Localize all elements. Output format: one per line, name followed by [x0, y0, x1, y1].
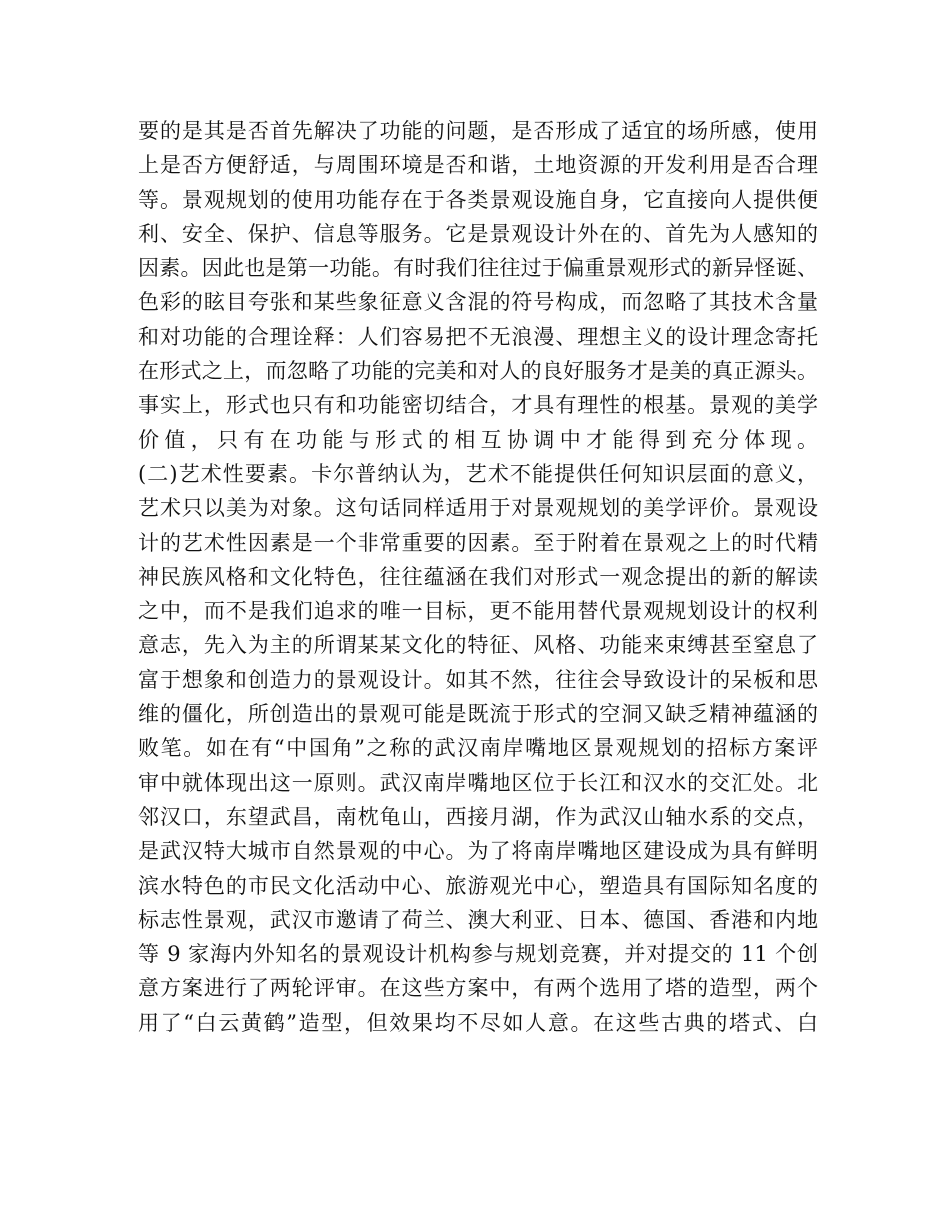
text-line-21: 邻汉口，东望武昌，南枕龟山，西接月湖，作为武汉山轴水系的交点， [138, 804, 818, 829]
text-line-26: 意方案进行了两轮评审。在这些方案中，有两个选用了塔的造型，两个 [138, 976, 818, 1001]
text-line-27: 用了“白云黄鹤”造型，但效果均不尽如人意。在这些古典的塔式、白 [138, 1010, 818, 1035]
text-line-7: 和对功能的合理诠释：人们容易把不无浪漫、理想主义的设计理念寄托 [138, 324, 818, 349]
text-line-11: (二)艺术性要素。卡尔普纳认为，艺术不能提供任何知识层面的意义， [138, 461, 818, 486]
text-line-15: 之中，而不是我们追求的唯一目标，更不能用替代景观规划设计的权利 [138, 599, 818, 624]
text-line-5: 因素。因此也是第一功能。有时我们往往过于偏重景观形式的新异怪诞、 [138, 256, 818, 281]
text-line-17: 富于想象和创造力的景观设计。如其不然，往往会导致设计的呆板和思 [138, 667, 818, 692]
text-line-23: 滨水特色的市民文化活动中心、旅游观光中心，塑造具有国际知名度的 [138, 873, 818, 898]
text-line-14: 神民族风格和文化特色，往往蕴涵在我们对形式一观念提出的新的解读 [138, 564, 818, 589]
text-line-25: 等 9 家海内外知名的景观设计机构参与规划竞赛，并对提交的 11 个创 [138, 942, 818, 967]
text-line-8: 在形式之上，而忽略了功能的完美和对人的良好服务才是美的真正源头。 [138, 359, 818, 384]
text-line-20: 审中就体现出这一原则。武汉南岸嘴地区位于长江和汉水的交汇处。北 [138, 770, 818, 795]
text-line-22: 是武汉特大城市自然景观的中心。为了将南岸嘴地区建设成为具有鲜明 [138, 839, 818, 864]
text-line-3: 等。景观规划的使用功能存在于各类景观设施自身，它直接向人提供便 [138, 187, 818, 212]
text-line-2: 上是否方便舒适，与周围环境是否和谐，土地资源的开发利用是否合理 [138, 153, 818, 178]
text-line-9: 事实上，形式也只有和功能密切结合，才具有理性的根基。景观的美学 [138, 393, 818, 418]
body-text [138, 114, 818, 1040]
text-line-24: 标志性景观，武汉市邀请了荷兰、澳大利亚、日本、德国、香港和内地 [138, 907, 818, 932]
text-line-1: 要的是其是否首先解决了功能的问题，是否形成了适宜的场所感，使用 [138, 119, 818, 143]
text-line-12: 艺术只以美为对象。这句话同样适用于对景观规划的美学评价。景观设 [138, 496, 818, 521]
text-line-10: 价值，只有在功能与形式的相互协调中才能得到充分体现。 [138, 427, 818, 452]
text-line-4: 利、安全、保护、信息等服务。它是景观设计外在的、首先为人感知的 [138, 221, 818, 246]
text-line-19: 败笔。如在有“中国角”之称的武汉南岸嘴地区景观规划的招标方案评 [138, 736, 818, 761]
text-line-13: 计的艺术性因素是一个非常重要的因素。至于附着在景观之上的时代精 [138, 530, 818, 555]
text-line-18: 维的僵化，所创造出的景观可能是既流于形式的空洞又缺乏精神蕴涵的 [138, 702, 818, 727]
text-line-16: 意志，先入为主的所谓某某文化的特征、风格、功能来束缚甚至窒息了 [138, 633, 818, 658]
text-line-6: 色彩的眩目夸张和某些象征意义含混的符号构成，而忽略了其技术含量 [138, 290, 818, 315]
